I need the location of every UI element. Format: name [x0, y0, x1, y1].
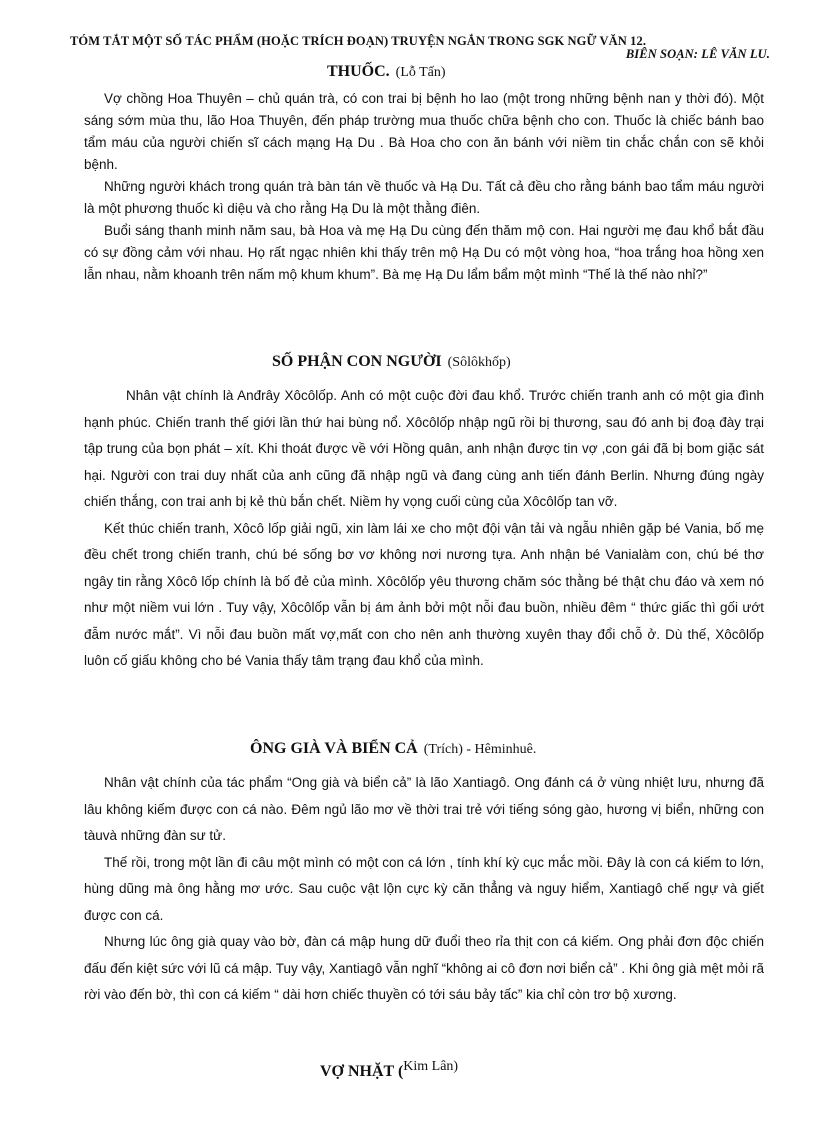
section-author: (Sôlôkhốp): [447, 355, 511, 370]
section-title-thuoc: [327, 63, 446, 81]
paragraph: Vợ chồng Hoa Thuyên – chủ quán trà, có con trai bị bệnh ho lao (một trong những bệnh nan y thời đó). Một sáng sớm mùa thu, lão Hoa Thuyên, đến pháp trường mua thuốc chữa bệnh cho con. Thuốc là chiếc bánh bao tẩm máu của người chiến sĩ cách mạng Hạ Du . Bà Hoa cho con ăn bánh với niềm tin chắc chắn con sẽ khỏi bệnh.: [84, 91, 764, 172]
section-heading: THUỐC.: [327, 63, 390, 80]
paragraph: Kết thúc chiến tranh, Xôcô lốp giải ngũ, xin làm lái xe cho một đội vận tải và ngẫu nhiên gặp bé Vania, bố mẹ đều chết trong chiến tranh, chú bé sống bơ vơ không nơi nương tựa. Anh nhận bé Vanialàm con, chú bé thơ ngây tin rằng Xôcô lốp chính là bố đẻ của mình. Xôcôlốp yêu thương chăm sóc thằng bé thật chu đáo và xem nó như một niềm vui lớn . Tuy vậy, Xôcôlốp vẫn bị ám ảnh bởi một nỗi đau buồn, nhiều đêm “ thức giấc thì gối ướt đẫm nước mắt”. Vì nỗi đau buồn mất vợ,mất con cho nên anh thường xuyên thay đổi chỗ ở. Dù thế, Xôcôlốp luôn cố giấu không cho bé Vania thấy tâm trạng đau khổ của mình.: [84, 520, 764, 668]
section-title-ong-gia-va-bien-ca: [250, 740, 536, 758]
section-body-thuoc: [84, 88, 764, 286]
section-heading: SỐ PHẬN CON NGƯỜI: [272, 353, 442, 370]
section-body-ong-gia-va-bien-ca: [84, 770, 764, 1009]
paragraph: Nhân vật chính của tác phẩm “Ong già và biển cả” là lão Xantiagô. Ong đánh cá ở vùng nhiệt lưu, nhưng đã lâu không kiếm được con cá nào. Đêm ngủ lão mơ về thời trai trẻ với tiếng sóng gào, hương vị biển, những con tàuvà những đàn sư tử.: [84, 775, 764, 843]
section-body-so-phan-con-nguoi: [84, 383, 764, 675]
section-title-so-phan-con-nguoi: [272, 353, 511, 371]
section-heading: VỢ NHẶT (: [320, 1063, 404, 1080]
document-title: TÓM TẮT MỘT SỐ TÁC PHẨM (HOẶC TRÍCH ĐOẠN) TRUYỆN NGẮN TRONG SGK NGỮ VĂN 12.: [70, 34, 647, 48]
document-header: [70, 34, 770, 61]
section-author: (Trích) - Hêminhuê.: [423, 742, 537, 757]
section-title-vo-nhat: [320, 1059, 459, 1081]
paragraph: Nhưng lúc ông già quay vào bờ, đàn cá mập hung dữ đuổi theo rỉa thịt con cá kiếm. Ong phải đơn độc chiến đấu đến kiệt sức với lũ cá mập. Tuy vậy, Xantiagô vẫn nghĩ “không ai cô đơn nơi biển cả” . Khi ông già mệt mỏi rã rời vào đến bờ, thì con cá kiếm “ dài hơn chiếc thuyền có tới sáu bảy tấc” kia chỉ còn trơ bộ xương.: [84, 934, 764, 1002]
section-author: (Lỗ Tấn): [395, 65, 446, 80]
paragraph: Thế rồi, trong một lần đi câu một mình có một con cá lớn , tính khí kỳ cục mắc mồi. Đây là con cá kiếm to lớn, hùng dũng mà ông hằng mơ ước. Sau cuộc vật lộn cực kỳ căn thẳng và nguy hiểm, Xantiagô chế ngự và giết được con cá.: [84, 854, 764, 923]
paragraph: Những người khách trong quán trà bàn tán về thuốc và Hạ Du. Tất cả đều cho rằng bánh bao tẩm máu người là một phương thuốc kì diệu và cho rằng Hạ Du là một thằng điên.: [84, 179, 764, 216]
compiler-credit: BIÊN SOẠN: LÊ VĂN LU.: [625, 47, 770, 61]
paragraph: Nhân vật chính là Anđrây Xôcôlốp. Anh có một cuộc đời đau khổ. Trước chiến tranh anh có một gia đình hạnh phúc. Chiến tranh thế giới lần thứ hai bùng nổ. Xôcôlốp nhập ngũ rồi bị thương, sau đó anh bị đoạ đày trại tập trung của bọn phát – xít. Khi thoát được về với Hồng quân, anh nhận được tin vợ ,con gái đã bị bom giặc sát hại. Người con trai duy nhất của anh cũng đã nhập ngũ và đang cùng anh tiến đánh Berlin. Nhưng đúng ngày chiến thắng, con trai anh bị kẻ thù bắn chết. Niềm hy vọng cuối cùng của Xôcôlốp tan vỡ.: [84, 388, 764, 509]
section-author: Kim Lân): [403, 1059, 459, 1074]
section-heading: ÔNG GIÀ VÀ BIỂN CẢ: [250, 740, 418, 757]
paragraph: Buổi sáng thanh minh năm sau, bà Hoa và mẹ Hạ Du cùng đến thăm mộ con. Hai người mẹ đau khổ bắt đầu có sự đồng cảm với nhau. Họ rất ngạc nhiên khi thấy trên mộ Hạ Du có một vòng hoa, “hoa trắng hoa hồng xen lẫn nhau, nằm khoanh trên nấm mộ khum khum”. Bà mẹ Hạ Du lẩm bẩm một mình “Thế là thế nào nhỉ?”: [84, 223, 764, 282]
